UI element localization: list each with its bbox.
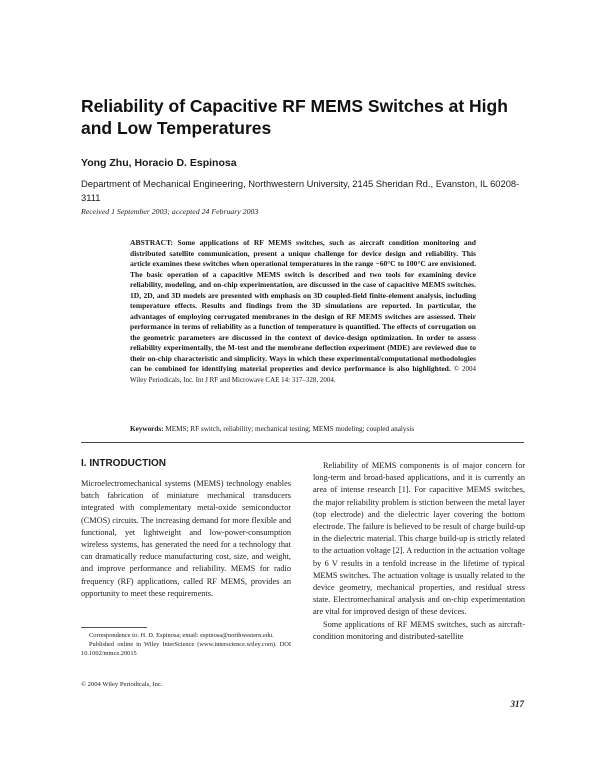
footnote [81, 632, 291, 658]
keywords-text: MEMS; RF switch, reliability; mechanical testing; MEMS modeling; coupled analysis [165, 425, 415, 433]
right-column [313, 460, 525, 643]
copyright: © 2004 Wiley Periodicals, Inc. [81, 681, 163, 688]
keywords [130, 424, 476, 434]
received-dates: Received 1 September 2003; accepted 24 February 2003 [81, 207, 259, 216]
footnote-published: Published online in Wiley InterScience (www.interscience.wiley.com). DOI 10.1002/mmce.20015 [81, 640, 291, 657]
left-column-paragraph: Microelectromechanical systems (MEMS) technology enables batch fabrication of miniature mechanical transducers integrated with complementary metal-oxide semiconductor (CMOS) circuits. The increasing demand for more flexible and functional, yet lightweight and low-power-consumption wireless systems, has generated the need for a technology that can dramatically reduce manufacturing cost, size, and weight, and improve performance and reliability. MEMS for radio frequency (RF) applications, called RF MEMS, provides an opportunity to meet these requirements. [81, 479, 291, 598]
abstract-text: Some applications of RF MEMS switches, such as aircraft condition monitoring and distributed satellite communication, present a unique challenge for device design and reliability. This article examines these switches when operational temperatures in the range −60°C to 100°C are envisioned. The basic operation of a capacitive MEMS switch is described and two tools for examining device reliability, modeling, and on-chip experimentation, are discussed in the case of capacitive MEMS switches. 1D, 2D, and 3D models are presented with emphasis on 3D coupled-field finite-element analysis, including temperature effects. Results and findings from the 3D simulations are reported. In particular, the advantages of employing corrugated membranes in the design of RF MEMS switches are assessed. Their performance in terms of reliability as a function of temperature is quantified. The effects of corrugation on the geometric parameters are discussed in the context of device-design optimization. In order to assess reliability experimentally, the M-test and the membrane deflection experiment (MDE) are reviewed due to their on-chip characteristic and simplicity. Ways in which these experimental/computational methodologies can be combined for identifying material properties and device performance is also highlighted. [130, 238, 476, 373]
affiliation: Department of Mechanical Engineering, Northwestern University, 2145 Sheridan Rd., Evanston, IL 60208-3111 [81, 178, 520, 203]
right-column-paragraph: Reliability of MEMS components is of major concern for long-term and broad-based applications, and it is currently an area of intense research [1]. For capacitive MEMS switches, the major reliability problem is stiction between the metal layer (top electrode) and the dielectric layer covering the bottom electrode. The failure is believed to be result of charge build-up in the dielectric material. This charge build-up is strictly related to the actuation voltage [2]. A reduction in the actuation voltage by 6 V results in a tenfold increase in the lifetime of typical MEMS switches. The actuation voltage is usually related to the device geometry, mechanical properties, and residual stress state. Electromechanical analysis and on-chip experimentation are vital for improved design of these devices. [313, 461, 525, 617]
authors: Yong Zhu, Horacio D. Espinosa [81, 157, 237, 169]
footnote-rule [81, 627, 147, 628]
abstract [130, 238, 476, 385]
paper-title: Reliability of Capacitive RF MEMS Switches at High and Low Temperatures [81, 96, 508, 138]
page-number: 317 [510, 699, 524, 709]
right-column-paragraph: Some applications of RF MEMS switches, such as aircraft-condition monitoring and distributed-satellite [313, 619, 525, 641]
abstract-label: ABSTRACT: [130, 238, 174, 247]
keywords-label: Keywords: [130, 425, 164, 433]
section-divider [81, 442, 524, 443]
footnote-correspondence: Correspondence to: H. D. Espinosa; email: espinosa@northwestern.edu. [89, 632, 274, 639]
section-heading: I. INTRODUCTION [81, 458, 166, 469]
abstract-citation: © 2004 Wiley Periodicals, Inc. Int J RF and Microwave CAE 14: 317–328, 2004. [130, 365, 476, 384]
